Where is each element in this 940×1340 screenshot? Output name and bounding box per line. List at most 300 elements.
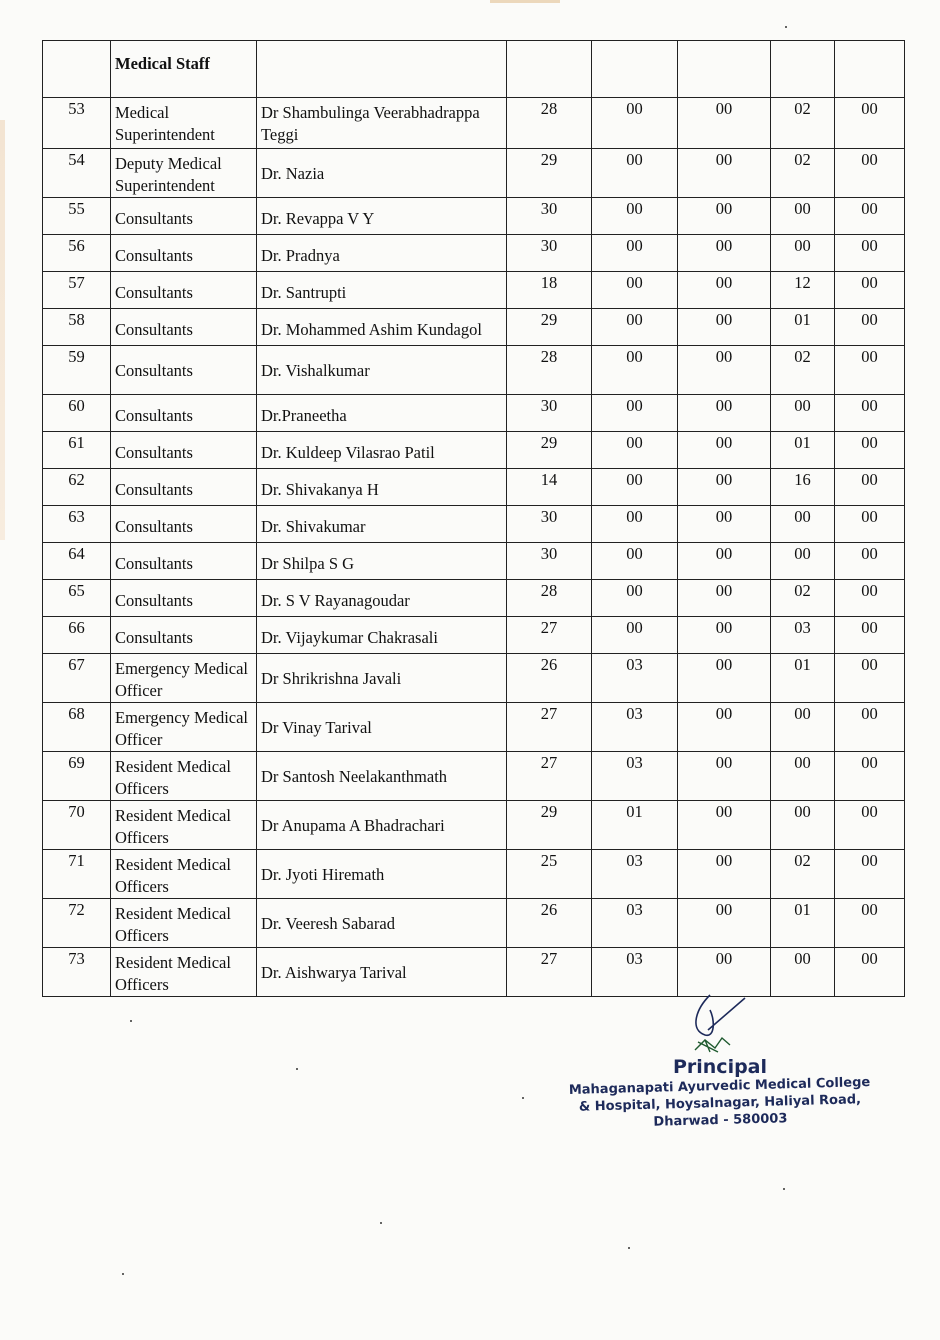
serial-number-cell <box>43 580 111 617</box>
value-cell-4-text: 02 <box>794 150 811 169</box>
designation-cell <box>111 432 257 469</box>
designation-cell-text: Resident Medical Officers <box>115 904 231 945</box>
speck <box>785 26 787 28</box>
staff-name-cell <box>257 469 507 506</box>
value-cell-1 <box>507 395 592 432</box>
value-cell-3 <box>678 752 771 801</box>
value-cell-4-text: 03 <box>794 618 811 637</box>
value-cell-2-text: 00 <box>626 544 643 563</box>
speck <box>130 1020 132 1022</box>
value-cell-4-text: 00 <box>794 704 811 723</box>
value-cell-1 <box>507 654 592 703</box>
value-cell-4-text: 00 <box>794 236 811 255</box>
staff-name-cell-text: Dr. Aishwarya Tarival <box>261 963 407 982</box>
value-cell-3 <box>678 235 771 272</box>
page-edge-shadow <box>0 120 5 540</box>
value-cell-4 <box>771 850 835 899</box>
designation-cell <box>111 272 257 309</box>
header-cell-name <box>257 41 507 98</box>
table-row <box>43 899 905 948</box>
value-cell-5 <box>835 654 905 703</box>
value-cell-1-text: 29 <box>540 310 558 329</box>
staff-name-cell-text: Dr. Veeresh Sabarad <box>261 914 395 933</box>
value-cell-3 <box>678 198 771 235</box>
value-cell-3 <box>678 506 771 543</box>
signature-scribble-icon <box>560 990 880 1060</box>
value-cell-1-text: 30 <box>540 236 558 255</box>
serial-number-cell <box>43 149 111 198</box>
serial-number-cell <box>43 395 111 432</box>
designation-cell <box>111 149 257 198</box>
value-cell-1 <box>507 617 592 654</box>
staff-name-cell-text: Dr Shambulinga Veerabhadrappa Teggi <box>261 103 480 144</box>
principal-signature-block <box>560 990 880 1129</box>
staff-name-cell-text: Dr. Vijaykumar Chakrasali <box>261 628 438 647</box>
serial-number-cell-text: 58 <box>68 310 85 329</box>
value-cell-4 <box>771 654 835 703</box>
staff-name-cell <box>257 948 507 997</box>
serial-number-cell-text: 62 <box>68 470 85 489</box>
staff-name-cell <box>257 580 507 617</box>
table-row <box>43 309 905 346</box>
staff-name-cell-text: Dr. Jyoti Hiremath <box>261 865 385 884</box>
speck <box>783 1188 785 1190</box>
value-cell-1-text: 28 <box>540 99 558 118</box>
value-cell-3-text: 00 <box>715 949 733 968</box>
header-cell-5 <box>835 41 905 98</box>
value-cell-2-text: 00 <box>626 310 643 329</box>
value-cell-3-text: 00 <box>715 618 733 637</box>
value-cell-4 <box>771 346 835 395</box>
staff-name-cell-text: Dr Shrikrishna Javali <box>261 669 402 688</box>
value-cell-4 <box>771 149 835 198</box>
staff-name-cell <box>257 432 507 469</box>
value-cell-5-text: 00 <box>861 236 878 255</box>
value-cell-5 <box>835 309 905 346</box>
designation-cell <box>111 469 257 506</box>
value-cell-5 <box>835 98 905 149</box>
value-cell-1-text: 28 <box>540 347 558 366</box>
value-cell-2 <box>592 850 678 899</box>
value-cell-3 <box>678 272 771 309</box>
staff-name-cell-text: Dr.Praneetha <box>261 406 347 425</box>
value-cell-1 <box>507 309 592 346</box>
serial-number-cell <box>43 432 111 469</box>
value-cell-3-text: 00 <box>715 310 733 329</box>
value-cell-2 <box>592 617 678 654</box>
value-cell-2 <box>592 752 678 801</box>
designation-cell-text: Consultants <box>115 628 193 647</box>
value-cell-5 <box>835 432 905 469</box>
staff-name-cell-text: Dr Shilpa S G <box>261 554 355 573</box>
value-cell-1-text: 30 <box>540 507 558 526</box>
value-cell-4-text: 00 <box>794 396 811 415</box>
value-cell-2-text: 01 <box>626 802 643 821</box>
value-cell-2 <box>592 198 678 235</box>
value-cell-2-text: 00 <box>626 507 643 526</box>
speck <box>296 1068 298 1070</box>
value-cell-3 <box>678 395 771 432</box>
designation-cell-text: Consultants <box>115 591 193 610</box>
staff-name-cell-text: Dr Anupama A Bhadrachari <box>261 816 445 835</box>
table-row <box>43 580 905 617</box>
designation-cell-text: Consultants <box>115 209 193 228</box>
designation-cell-text: Emergency Medical Officer <box>115 708 249 749</box>
staff-name-cell <box>257 617 507 654</box>
value-cell-5 <box>835 543 905 580</box>
value-cell-3-text: 00 <box>715 273 733 292</box>
table-row <box>43 469 905 506</box>
designation-cell <box>111 703 257 752</box>
address-line-1: Mahaganapati Ayurvedic Medical College <box>568 1075 871 1098</box>
value-cell-3-text: 00 <box>715 900 733 919</box>
value-cell-5 <box>835 395 905 432</box>
value-cell-1 <box>507 469 592 506</box>
medical-staff-table <box>42 40 905 997</box>
value-cell-3 <box>678 469 771 506</box>
value-cell-1-text: 18 <box>540 273 558 292</box>
value-cell-5 <box>835 703 905 752</box>
value-cell-1-text: 29 <box>540 150 558 169</box>
value-cell-3 <box>678 617 771 654</box>
staff-name-cell <box>257 850 507 899</box>
serial-number-cell <box>43 346 111 395</box>
value-cell-5-text: 00 <box>861 347 878 366</box>
value-cell-5-text: 00 <box>861 470 878 489</box>
value-cell-3 <box>678 309 771 346</box>
staff-name-cell-text: Dr. Shivakumar <box>261 517 366 536</box>
value-cell-5-text: 00 <box>861 900 878 919</box>
value-cell-5-text: 00 <box>861 433 878 452</box>
value-cell-4-text: 00 <box>794 199 811 218</box>
staff-name-cell <box>257 801 507 850</box>
table-row <box>43 98 905 149</box>
serial-number-cell <box>43 703 111 752</box>
serial-number-cell <box>43 469 111 506</box>
staff-name-cell <box>257 272 507 309</box>
table-row <box>43 801 905 850</box>
staff-name-cell <box>257 309 507 346</box>
value-cell-3-text: 00 <box>715 470 733 489</box>
designation-cell-text: Consultants <box>115 406 193 425</box>
value-cell-1 <box>507 801 592 850</box>
designation-cell-text: Consultants <box>115 320 193 339</box>
value-cell-4-text: 00 <box>794 802 811 821</box>
value-cell-1 <box>507 580 592 617</box>
value-cell-5 <box>835 469 905 506</box>
serial-number-cell <box>43 272 111 309</box>
value-cell-5-text: 00 <box>861 949 878 968</box>
value-cell-1 <box>507 899 592 948</box>
value-cell-4 <box>771 395 835 432</box>
value-cell-1 <box>507 506 592 543</box>
value-cell-4-text: 02 <box>794 99 811 118</box>
serial-number-cell <box>43 543 111 580</box>
serial-number-cell-text: 53 <box>68 99 85 118</box>
staff-name-cell <box>257 198 507 235</box>
serial-number-cell <box>43 235 111 272</box>
designation-cell <box>111 948 257 997</box>
value-cell-3-text: 00 <box>715 150 733 169</box>
value-cell-2-text: 03 <box>626 851 643 870</box>
value-cell-1-text: 27 <box>540 753 558 772</box>
serial-number-cell-text: 63 <box>68 507 85 526</box>
value-cell-4-text: 00 <box>794 753 811 772</box>
designation-cell <box>111 395 257 432</box>
header-cell-4 <box>771 41 835 98</box>
table-row <box>43 654 905 703</box>
serial-number-cell-text: 64 <box>68 544 85 563</box>
address-line-3: Dharwad - 580003 <box>653 1111 788 1130</box>
table-row <box>43 432 905 469</box>
value-cell-2 <box>592 899 678 948</box>
value-cell-1-text: 28 <box>540 581 558 600</box>
value-cell-1 <box>507 235 592 272</box>
serial-number-cell-text: 71 <box>68 851 85 870</box>
staff-name-cell <box>257 98 507 149</box>
staff-name-cell-text: Dr. Pradnya <box>261 246 340 265</box>
value-cell-1-text: 27 <box>540 949 558 968</box>
value-cell-3-text: 00 <box>715 236 733 255</box>
serial-number-cell-text: 68 <box>68 704 85 723</box>
section-title: Medical Staff <box>111 41 257 98</box>
value-cell-5-text: 00 <box>861 273 878 292</box>
designation-cell <box>111 346 257 395</box>
staff-name-cell <box>257 346 507 395</box>
principal-title: Principal <box>672 1056 768 1078</box>
value-cell-4-text: 00 <box>794 949 811 968</box>
value-cell-3-text: 00 <box>715 199 733 218</box>
value-cell-3-text: 00 <box>715 347 733 366</box>
value-cell-2 <box>592 235 678 272</box>
value-cell-5-text: 00 <box>861 150 878 169</box>
serial-number-cell-text: 57 <box>68 273 85 292</box>
value-cell-4-text: 02 <box>794 851 811 870</box>
value-cell-1 <box>507 543 592 580</box>
designation-cell <box>111 198 257 235</box>
value-cell-4-text: 00 <box>794 507 811 526</box>
header-cell-3 <box>678 41 771 98</box>
value-cell-3-text: 00 <box>715 655 733 674</box>
table-row <box>43 703 905 752</box>
designation-cell-text: Consultants <box>115 480 193 499</box>
value-cell-5 <box>835 272 905 309</box>
staff-name-cell-text: Dr Vinay Tarival <box>261 718 372 737</box>
serial-number-cell-text: 54 <box>68 150 85 169</box>
value-cell-1 <box>507 98 592 149</box>
value-cell-3 <box>678 899 771 948</box>
value-cell-5 <box>835 506 905 543</box>
designation-cell <box>111 506 257 543</box>
designation-cell <box>111 899 257 948</box>
staff-name-cell-text: Dr Santosh Neelakanthmath <box>261 767 448 786</box>
value-cell-3-text: 00 <box>715 433 733 452</box>
value-cell-2-text: 00 <box>626 470 643 489</box>
value-cell-2 <box>592 149 678 198</box>
value-cell-4-text: 16 <box>794 470 811 489</box>
serial-number-cell-text: 73 <box>68 949 85 968</box>
value-cell-2-text: 00 <box>626 273 643 292</box>
value-cell-2 <box>592 703 678 752</box>
value-cell-3-text: 00 <box>715 851 733 870</box>
staff-name-cell-text: Dr. Kuldeep Vilasrao Patil <box>261 443 435 462</box>
value-cell-2-text: 00 <box>626 347 643 366</box>
serial-number-cell-text: 65 <box>68 581 85 600</box>
designation-cell <box>111 654 257 703</box>
value-cell-3 <box>678 543 771 580</box>
staff-name-cell <box>257 506 507 543</box>
designation-cell-text: Resident Medical Officers <box>115 855 231 896</box>
serial-number-cell <box>43 948 111 997</box>
value-cell-4 <box>771 617 835 654</box>
value-cell-4 <box>771 198 835 235</box>
designation-cell <box>111 235 257 272</box>
value-cell-2-text: 00 <box>626 618 643 637</box>
value-cell-2 <box>592 469 678 506</box>
designation-cell-text: Resident Medical Officers <box>115 757 231 798</box>
value-cell-4 <box>771 432 835 469</box>
table-row <box>43 235 905 272</box>
value-cell-2 <box>592 580 678 617</box>
value-cell-3-text: 00 <box>715 802 733 821</box>
table-row <box>43 752 905 801</box>
value-cell-1-text: 29 <box>540 802 558 821</box>
value-cell-5 <box>835 346 905 395</box>
serial-number-cell <box>43 899 111 948</box>
value-cell-4-text: 01 <box>794 310 811 329</box>
value-cell-1 <box>507 149 592 198</box>
speck <box>380 1222 382 1224</box>
section-header-row <box>43 41 905 98</box>
value-cell-4-text: 00 <box>794 544 811 563</box>
designation-cell <box>111 98 257 149</box>
value-cell-4 <box>771 98 835 149</box>
value-cell-3 <box>678 850 771 899</box>
value-cell-5-text: 00 <box>861 753 878 772</box>
speck <box>522 1097 524 1099</box>
value-cell-4 <box>771 469 835 506</box>
college-address <box>559 1074 880 1133</box>
value-cell-5 <box>835 752 905 801</box>
value-cell-5-text: 00 <box>861 199 878 218</box>
serial-number-cell <box>43 198 111 235</box>
value-cell-1 <box>507 752 592 801</box>
value-cell-2-text: 00 <box>626 199 643 218</box>
serial-number-cell <box>43 752 111 801</box>
value-cell-4 <box>771 506 835 543</box>
staff-name-cell-text: Dr. Shivakanya H <box>261 480 379 499</box>
value-cell-2 <box>592 801 678 850</box>
value-cell-3-text: 00 <box>715 581 733 600</box>
value-cell-1-text: 14 <box>540 470 558 489</box>
value-cell-3-text: 00 <box>715 99 733 118</box>
staff-name-cell-text: Dr. Vishalkumar <box>261 361 370 380</box>
speck <box>628 1247 630 1249</box>
value-cell-3-text: 00 <box>715 507 733 526</box>
value-cell-5-text: 00 <box>861 802 878 821</box>
staff-name-cell <box>257 752 507 801</box>
value-cell-5-text: 00 <box>861 851 878 870</box>
value-cell-3 <box>678 149 771 198</box>
value-cell-2 <box>592 395 678 432</box>
table-row <box>43 850 905 899</box>
designation-cell <box>111 617 257 654</box>
staff-name-cell-text: Dr. Revappa V Y <box>261 209 375 228</box>
designation-cell <box>111 801 257 850</box>
value-cell-3-text: 00 <box>715 753 733 772</box>
value-cell-1-text: 29 <box>540 433 558 452</box>
serial-number-cell-text: 60 <box>68 396 85 415</box>
staff-name-cell <box>257 543 507 580</box>
value-cell-1-text: 30 <box>540 544 558 563</box>
value-cell-4-text: 01 <box>794 900 811 919</box>
value-cell-2-text: 03 <box>626 753 643 772</box>
serial-number-cell <box>43 801 111 850</box>
designation-cell-text: Consultants <box>115 554 193 573</box>
value-cell-4 <box>771 899 835 948</box>
value-cell-3 <box>678 346 771 395</box>
value-cell-2-text: 00 <box>626 433 643 452</box>
value-cell-5 <box>835 235 905 272</box>
value-cell-4 <box>771 580 835 617</box>
value-cell-1 <box>507 850 592 899</box>
value-cell-2 <box>592 432 678 469</box>
value-cell-2-text: 03 <box>626 704 643 723</box>
value-cell-3 <box>678 801 771 850</box>
value-cell-5 <box>835 801 905 850</box>
value-cell-5 <box>835 198 905 235</box>
value-cell-4 <box>771 272 835 309</box>
value-cell-2 <box>592 654 678 703</box>
serial-number-cell-text: 55 <box>68 199 85 218</box>
value-cell-1-text: 30 <box>540 199 558 218</box>
staff-name-cell <box>257 899 507 948</box>
designation-cell <box>111 543 257 580</box>
serial-number-cell <box>43 506 111 543</box>
value-cell-1-text: 27 <box>540 618 558 637</box>
serial-number-cell <box>43 309 111 346</box>
designation-cell-text: Resident Medical Officers <box>115 953 231 994</box>
value-cell-5-text: 00 <box>861 618 878 637</box>
value-cell-4 <box>771 309 835 346</box>
value-cell-1-text: 30 <box>540 396 558 415</box>
designation-cell-text: Consultants <box>115 517 193 536</box>
value-cell-1 <box>507 198 592 235</box>
value-cell-3 <box>678 654 771 703</box>
value-cell-4-text: 02 <box>794 581 811 600</box>
serial-number-cell-text: 70 <box>68 802 85 821</box>
value-cell-4 <box>771 703 835 752</box>
value-cell-5 <box>835 617 905 654</box>
table-row <box>43 395 905 432</box>
value-cell-3 <box>678 703 771 752</box>
value-cell-4 <box>771 801 835 850</box>
table-row <box>43 617 905 654</box>
serial-number-cell <box>43 98 111 149</box>
staff-name-cell-text: Dr. S V Rayanagoudar <box>261 591 410 610</box>
staff-name-cell <box>257 395 507 432</box>
value-cell-5-text: 00 <box>861 544 878 563</box>
header-cell-2 <box>592 41 678 98</box>
value-cell-1 <box>507 272 592 309</box>
value-cell-2-text: 03 <box>626 949 643 968</box>
designation-cell-text: Deputy Medical Superintendent <box>115 154 222 195</box>
serial-number-cell-text: 67 <box>68 655 85 674</box>
staff-name-cell <box>257 654 507 703</box>
page-edge-mark <box>490 0 560 3</box>
table-row <box>43 272 905 309</box>
table-row <box>43 346 905 395</box>
